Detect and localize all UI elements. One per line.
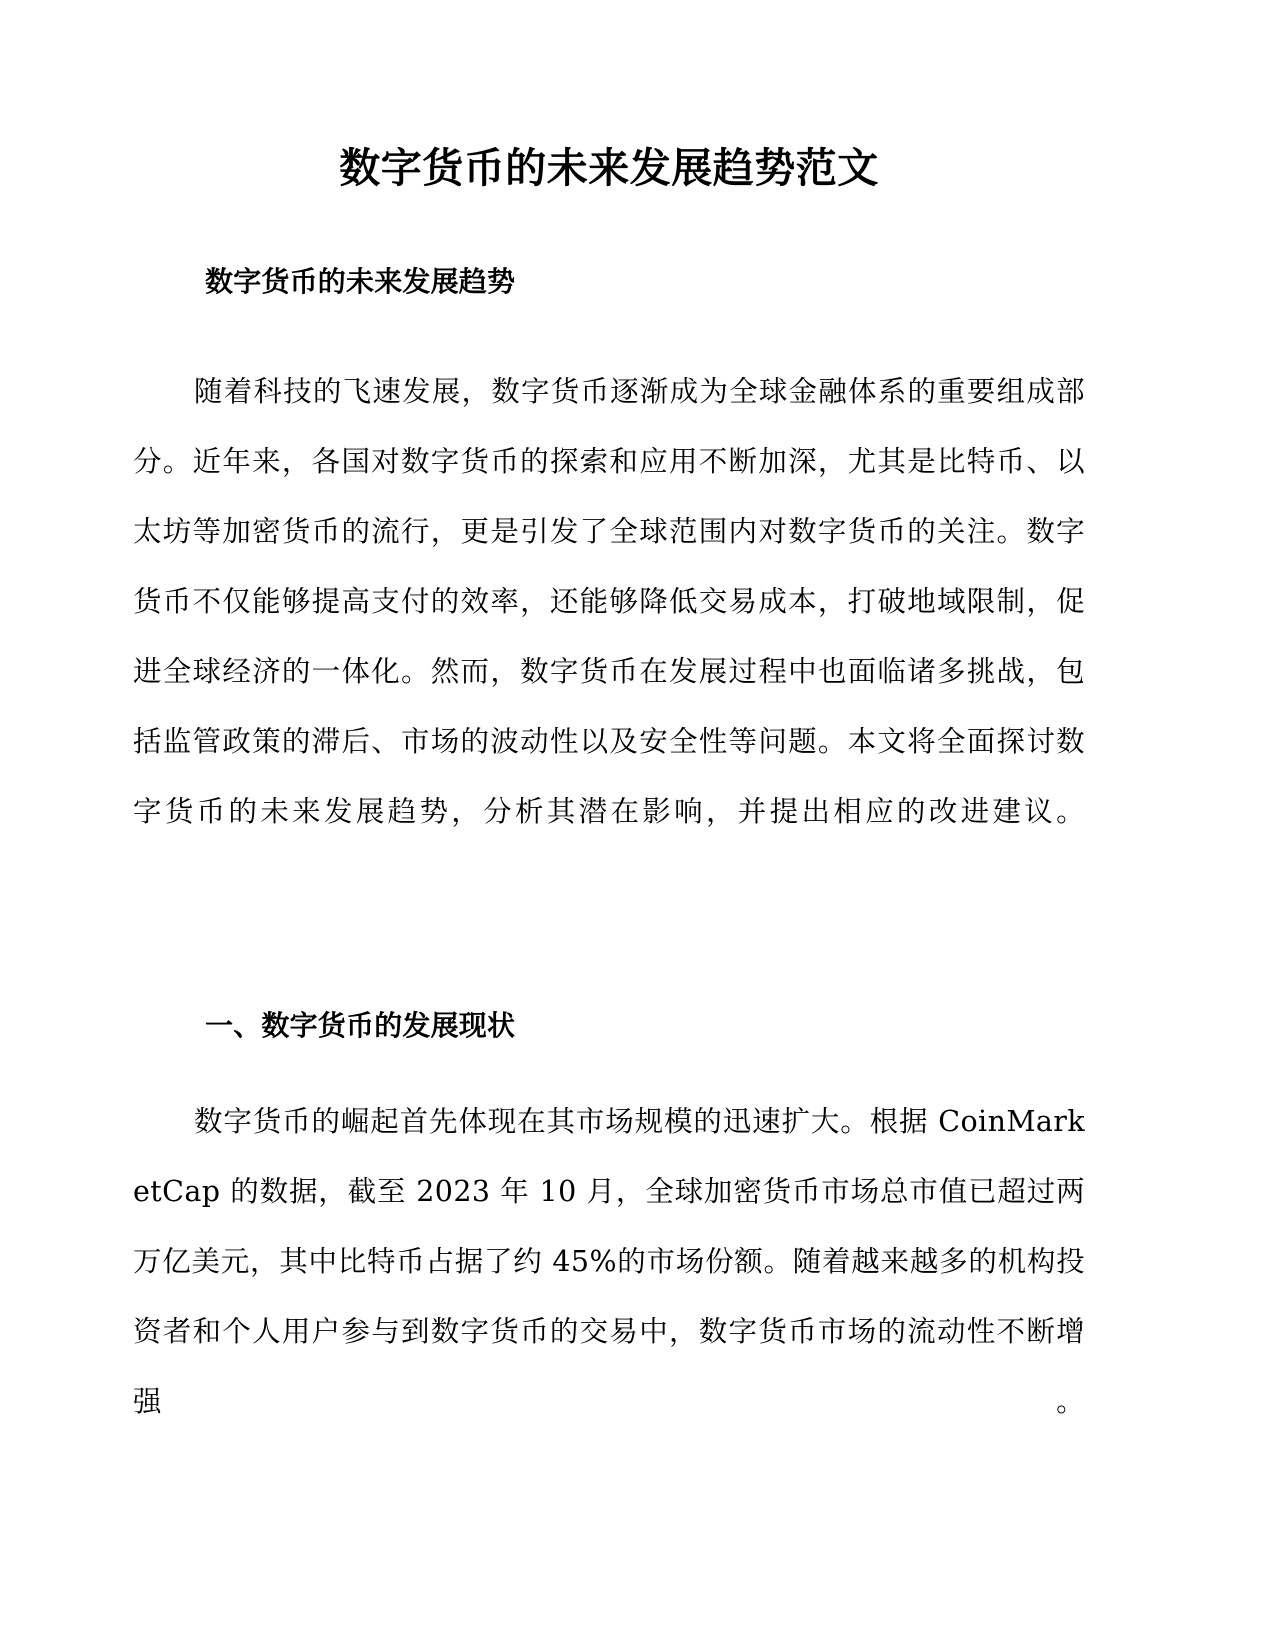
paragraph-development-status: 数字货币的崛起首先体现在其市场规模的迅速扩大。根据 CoinMarketCap 的数据，截至 2023 年 10 月，全球加密货币市场总市值已超过两万亿美元，其中比特币占据了约 45%的市场份额。随着越来越多的机构投资者和个人用户参与到数字货币的交易中，数字货币市场的流动性不断增强。	[133, 1104, 1085, 1418]
paragraph-introduction: 随着科技的飞速发展，数字货币逐渐成为全球金融体系的重要组成部分。近年来，各国对数字货币的探索和应用不断加深，尤其是比特币、以太坊等加密货币的流行，更是引发了全球范围内对数字货币的关注。数字货币不仅能够提高支付的效率，还能够降低交易成本，打破地域限制，促进全球经济的一体化。然而，数字货币在发展过程中也面临诸多挑战，包括监管政策的滞后、市场的波动性以及安全性等问题。本文将全面探讨数字货币的未来发展趋势，分析其潜在影响，并提出相应的改进建议。	[133, 374, 1085, 828]
section-heading-development-status: 一、数字货币的发展现状	[205, 1008, 516, 1042]
article-subheading: 数字货币的未来发展趋势	[205, 265, 516, 299]
page-title: 数字货币的未来发展趋势范文	[339, 144, 879, 192]
document-content	[133, 0, 1085, 1507]
